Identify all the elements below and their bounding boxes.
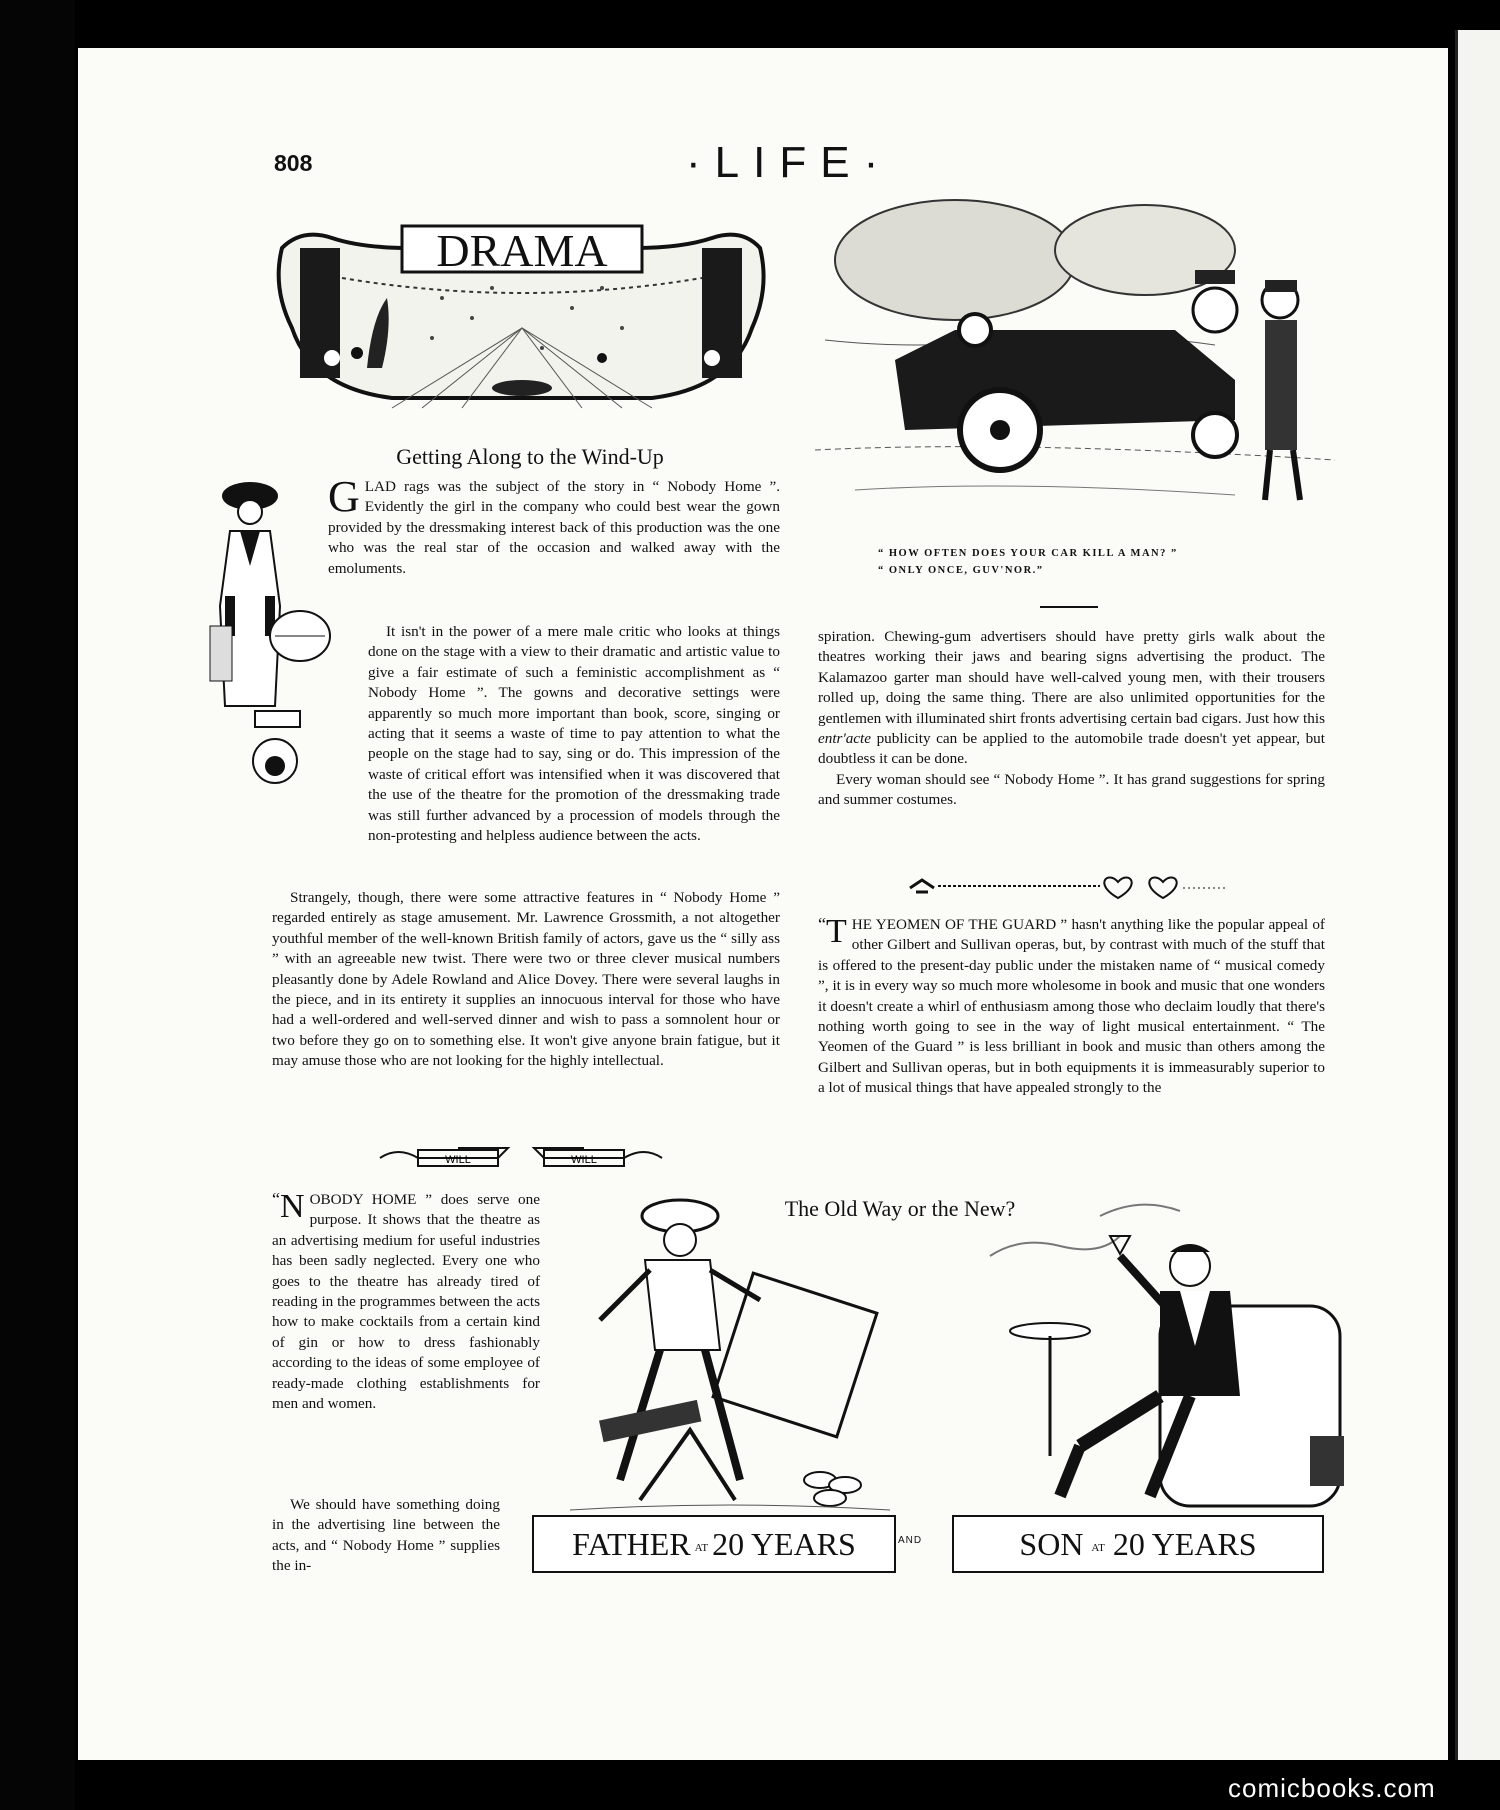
article-column-right <box>818 627 1325 811</box>
paragraph-text: HE YEOMEN OF THE GUARD ” hasn't anything like the popular appeal of other Gilbert and Sullivan operas, but, by contrast with much of the stuff that is offered to the present-day public under the mistaken name of “ musical comedy ”, it is in every way so much more wholesome in book and music that one wonders it doesn't create a whirl of enthusiasm among those who declaim loudly that there's nothing worth going to see in the way of light musical entertainment. “ The Yeomen of the Guard ” is less brilliant in book and music than others among the Gilbert and Sullivan operas, but in both equipments it is immeasurably superior to a lot of musical things that have appealed strongly to the <box>818 916 1325 1097</box>
drop-cap: N <box>280 1188 305 1225</box>
article-column-left-continued-2 <box>272 888 780 1072</box>
father-label-years: 20 YEARS <box>712 1526 856 1562</box>
paragraph-text: publicity can be applied to the automobile trade doesn't yet appear, but doubtless it can be done. <box>818 730 1325 768</box>
open-quote: “ <box>272 1189 280 1209</box>
open-quote: “ <box>818 914 826 934</box>
drop-cap: G <box>328 472 360 521</box>
car-cartoon-illustration <box>815 190 1335 545</box>
article-paragraph <box>328 472 780 579</box>
italic-term: entr'acte <box>818 730 872 748</box>
son-label-box <box>952 1515 1324 1573</box>
father-label: FATHER <box>572 1526 691 1562</box>
scan-edge <box>0 0 75 1810</box>
article-paragraph <box>818 627 1325 770</box>
nobody-home-column-end <box>272 1495 500 1577</box>
yeomen-review <box>818 915 1325 1099</box>
signature-right: WILL <box>571 1154 597 1166</box>
nobody-home-column <box>272 1190 540 1414</box>
signature-left: WILL <box>445 1154 471 1166</box>
drama-banner-illustration <box>272 218 770 418</box>
article-paragraph: We should have something doing in the advertising line between the acts, and “ Nobody Home ” supplies the in- <box>272 1496 500 1575</box>
drama-banner-title: DRAMA <box>436 225 608 276</box>
article-column-left-continued <box>368 622 780 846</box>
car-cartoon-caption <box>878 545 1278 579</box>
page-number: 808 <box>274 150 313 176</box>
son-lounging-illustration <box>980 1196 1350 1526</box>
article-paragraph <box>818 915 1325 1099</box>
father-label-box <box>532 1515 896 1573</box>
article-title: Getting Along to the Wind-Up <box>396 444 664 469</box>
article-column-left <box>328 472 780 579</box>
watermark: comicbooks.com <box>1228 1773 1436 1803</box>
paragraph-text: spiration. Chewing-gum advertisers should have pretty girls walk about the theatres working their jaws and bearing signs advertising the product. The Kalamazoo garter man should have well-calved young men, with their trousers rolled up, doing the same thing. There are also unlimited opportunities for the gentlemen with illuminated shirt fronts advertising certain bad cigars. Just how this <box>818 628 1325 727</box>
father-sawing-illustration <box>560 1180 900 1520</box>
father-label-at: AT <box>694 1541 709 1554</box>
section-divider <box>1040 606 1098 608</box>
cartoon-title: The Old Way or the New? <box>784 1196 1016 1221</box>
and-label: AND <box>898 1535 923 1546</box>
article-paragraph: Strangely, though, there were some attractive features in “ Nobody Home ” regarded entirely as stage amusement. Mr. Lawrence Grossmith, a not altogether youthful member of the well-known British family of actors, gave us the “ silly ass ” with an agreeable new twist. There were two or three clever musical numbers pleasantly done by Adele Rowland and Alice Dovey. There were several laughs in the piece, and in its entirety it supplies an innocuous interval for those who have had a well-ordered and well-served dinner and wish to pass a somnolent hour or two before they go on to something else. It won't give anyone brain fatigue, but it may amuse those who are not looking for the highly intellectual. <box>272 889 780 1070</box>
son-label: SON <box>1019 1526 1084 1562</box>
son-label-years: 20 YEARS <box>1112 1526 1257 1562</box>
ornamental-divider <box>908 870 1238 900</box>
caption-answer: “ ONLY ONCE, GUV'NOR.” <box>878 565 1044 576</box>
signature-scroll <box>378 1144 664 1170</box>
son-label-at: AT <box>1091 1541 1105 1554</box>
caption-question: “ HOW OFTEN DOES YOUR CAR KILL A MAN? ” <box>878 548 1178 559</box>
drop-cap: T <box>826 913 847 950</box>
article-paragraph: Every woman should see “ Nobody Home ”. It has grand suggestions for spring and summer costumes. <box>818 770 1325 809</box>
facing-page-edge <box>1455 30 1500 1760</box>
article-paragraph: It isn't in the power of a mere male critic who looks at things done on the stage with a view to their dramatic and artistic value to give a fair estimate of such a feministic accomplishment as “ Nobody Home ”. The gowns and decorative settings were apparently so much more important than book, score, singing or acting that it seems a waste of time to pay attention to what the people on the stage had to say, sing or do. This impression of the waste of critical effort was intensified when it was discovered that the use of the theatre for the promotion of the dressmaking trade was still further advanced by a procession of models through the non-protesting and helpless audience between the acts. <box>368 623 780 845</box>
magazine-title: ·LIFE· <box>686 138 893 187</box>
paragraph-text: OBODY HOME ” does serve one purpose. It shows that the theatre as an advertising medium for useful industries has been sadly neglected. Every one who goes to the theatre has already tired of reading in the programmes between the acts how to make cocktails from a certain kind of gin or how to dress fashionably according to the ideas of some employee of ready-made clothing establishments for men and women. <box>272 1191 540 1413</box>
article-paragraph <box>272 1190 540 1414</box>
woman-figure-illustration <box>205 476 335 794</box>
paragraph-text: LAD rags was the subject of the story in “ Nobody Home ”. Evidently the girl in the company who could best wear the gown provided by the dressmaking interest back of this production was the one who was the real star of the occasion and walked away with the emoluments. <box>328 478 780 577</box>
